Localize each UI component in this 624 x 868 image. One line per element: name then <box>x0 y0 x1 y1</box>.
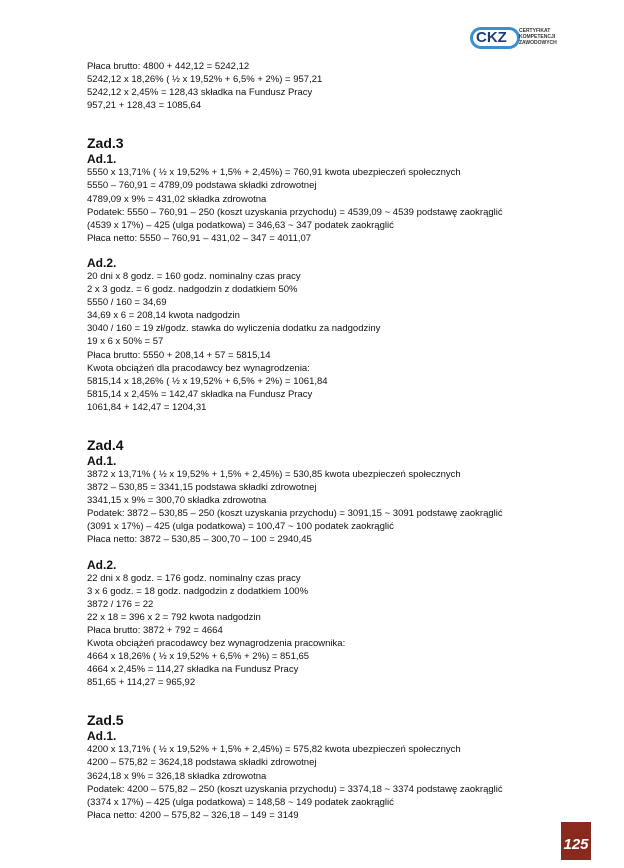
calc-line: 3624,18 x 9% = 326,18 składka zdrowotna <box>87 770 267 782</box>
calc-line: 4200 – 575,82 = 3624,18 podstawa składki zdrowotnej <box>87 757 317 769</box>
calc-line: Podatek: 3872 – 530,85 – 250 (koszt uzyskania przychodu) = 3091,15 ~ 3091 podstawę zaokrąglić <box>87 508 503 520</box>
document-body <box>87 60 587 822</box>
section-heading: Zad.4 <box>87 436 124 453</box>
calc-line: Płaca brutto: 5550 + 208,14 + 57 = 5815,14 <box>87 349 271 361</box>
logo-tagline-line: ZAWODOWYCH <box>519 40 557 46</box>
calc-line: Kwota obciążeń dla pracodawcy bez wynagrodzenia: <box>87 362 310 374</box>
calc-line: 4200 x 13,71% ( ½ x 19,52% + 1,5% + 2,45%) = 575,82 kwota ubezpieczeń społecznych <box>87 744 461 756</box>
subsection-heading: Ad.1. <box>87 453 117 468</box>
calc-line: 4664 x 2,45% = 114,27 składka na Fundusz Pracy <box>87 664 299 676</box>
calc-line: (3374 x 17%) – 425 (ulga podatkowa) = 148,58 ~ 149 podatek zaokrąglić <box>87 796 394 808</box>
subsection-heading: Ad.2. <box>87 557 117 572</box>
calc-line: 3040 / 160 = 19 zł/godz. stawka do wyliczenia dodatku za nadgodziny <box>87 323 381 335</box>
logo-tagline-line: KOMPETENCJI <box>519 34 556 40</box>
calc-line: (4539 x 17%) – 425 (ulga podatkowa) = 346,63 ~ 347 podatek zaokrąglić <box>87 219 394 231</box>
subsection-heading: Ad.2. <box>87 255 117 270</box>
calc-line: 5550 – 760,91 = 4789,09 podstawa składki zdrowotnej <box>87 180 317 192</box>
calc-line: 3341,15 x 9% = 300,70 składka zdrowotna <box>87 495 267 507</box>
calc-line: 20 dni x 8 godz. = 160 godz. nominalny czas pracy <box>87 270 301 282</box>
logo-tagline <box>519 28 557 46</box>
calc-line: Płaca netto: 4200 – 575,82 – 326,18 – 149 = 3149 <box>87 809 299 821</box>
calc-line: Płaca brutto: 3872 + 792 = 4664 <box>87 624 223 636</box>
calc-line: 22 x 18 = 396 x 2 = 792 kwota nadgodzin <box>87 611 261 623</box>
calc-line: 3872 – 530,85 = 3341,15 podstawa składki zdrowotnej <box>87 482 317 494</box>
logo-tagline-line: CERTYFIKAT <box>519 28 551 34</box>
logo-mark: CKZ <box>476 29 507 46</box>
calc-line: 851,65 + 114,27 = 965,92 <box>87 677 196 689</box>
calc-line: 5815,14 x 18,26% ( ½ x 19,52% + 6,5% + 2%) = 1061,84 <box>87 375 328 387</box>
page-number: 125 <box>561 822 591 860</box>
section-heading: Zad.3 <box>87 135 124 152</box>
section-heading: Zad.5 <box>87 712 124 729</box>
calc-line: 5550 / 160 = 34,69 <box>87 297 167 309</box>
subsection-heading: Ad.1. <box>87 152 117 167</box>
intro-line: Płaca brutto: 4800 + 442,12 = 5242,12 <box>87 61 250 72</box>
calc-line: 19 x 6 x 50% = 57 <box>87 336 164 348</box>
calc-line: Kwota obciążeń pracodawcy bez wynagrodzenia pracownika: <box>87 638 346 649</box>
calc-line: 5815,14 x 2,45% = 142,47 składka na Fundusz Pracy <box>87 388 313 400</box>
calc-line: Podatek: 4200 – 575,82 – 250 (koszt uzyskania przychodu) = 3374,18 ~ 3374 podstawę zaokrąglić <box>87 783 503 795</box>
calc-line: (3091 x 17%) – 425 (ulga podatkowa) = 100,47 ~ 100 podatek zaokrąglić <box>87 521 394 533</box>
calc-line: 3872 / 176 = 22 <box>87 598 154 610</box>
calc-line: Płaca netto: 3872 – 530,85 – 300,70 – 100 = 2940,45 <box>87 534 312 546</box>
calc-line: 4789,09 x 9% = 431,02 składka zdrowotna <box>87 193 267 205</box>
calc-line: 34,69 x 6 = 208,14 kwota nadgodzin <box>87 310 240 322</box>
calc-line: 4664 x 18,26% ( ½ x 19,52% + 6,5% + 2%) = 851,65 <box>87 651 310 663</box>
calc-line: Podatek: 5550 – 760,91 – 250 (koszt uzyskania przychodu) = 4539,09 ~ 4539 podstawę zaokrąglić <box>87 206 503 218</box>
calc-line: Płaca netto: 5550 – 760,91 – 431,02 – 347 = 4011,07 <box>87 232 312 244</box>
intro-line: 5242,12 x 2,45% = 128,43 składka na Fundusz Pracy <box>87 87 313 99</box>
ckz-logo <box>470 27 566 51</box>
calc-line: 5550 x 13,71% ( ½ x 19,52% + 1,5% + 2,45%) = 760,91 kwota ubezpieczeń społecznych <box>87 167 461 179</box>
subsection-heading: Ad.1. <box>87 729 117 744</box>
intro-line: 5242,12 x 18,26% ( ½ x 19,52% + 6,5% + 2%) = 957,21 <box>87 74 323 86</box>
calc-line: 1061,84 + 142,47 = 1204,31 <box>87 401 207 413</box>
intro-line: 957,21 + 128,43 = 1085,64 <box>87 100 202 112</box>
calc-line: 2 x 3 godz. = 6 godz. nadgodzin z dodatkiem 50% <box>87 284 298 296</box>
calc-line: 3 x 6 godz. = 18 godz. nadgodzin z dodatkiem 100% <box>87 585 309 597</box>
calc-line: 22 dni x 8 godz. = 176 godz. nominalny czas pracy <box>87 572 301 584</box>
calc-line: 3872 x 13,71% ( ½ x 19,52% + 1,5% + 2,45%) = 530,85 kwota ubezpieczeń społecznych <box>87 468 461 480</box>
